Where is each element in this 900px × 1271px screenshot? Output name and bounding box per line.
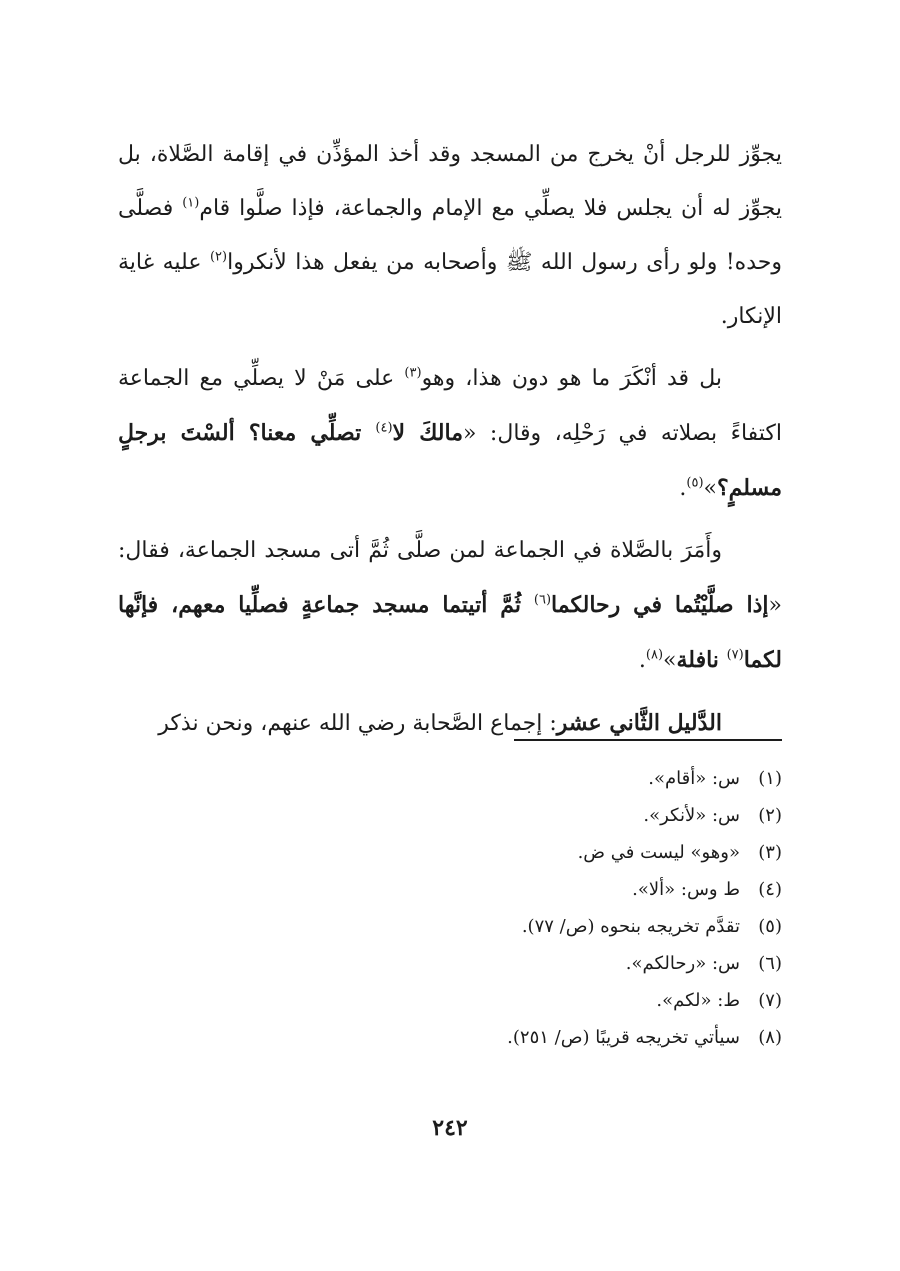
body-text: : إجماع الصَّحابة رضي الله عنهم، ونحن نذكر (158, 711, 557, 736)
emphasized-text: تصلِّي معنا؟ ألسْتَ برجلٍ مسلمٍ؟ (118, 420, 782, 501)
body-text: » (663, 648, 677, 673)
emphasized-text: الدَّليل الثَّاني عشر (556, 710, 722, 736)
footnote-number: (٣) (758, 842, 782, 863)
footnote-item (362, 834, 782, 871)
footnote-reference: (٨) (645, 647, 664, 663)
footnote-text: س: «رحالكم». (625, 953, 740, 974)
footnote-number: (٥) (758, 916, 782, 937)
body-text: فصلَّى وحده! ولو رأى رسول الله ﷺ وأصحابه من يفعل هذا لأنكروا (118, 196, 782, 275)
footnote-item (362, 1019, 782, 1056)
body-text: . (638, 648, 646, 673)
paragraph (118, 524, 782, 688)
footnote-reference: (١) (182, 195, 200, 211)
footnote-reference: (٦) (533, 592, 552, 608)
footnote-number: (١) (758, 768, 782, 789)
footnote-number: (٢) (758, 805, 782, 826)
footnote-text: تقدَّم تخريجه بنحوه (ص/ ٧٧). (521, 916, 740, 937)
body-text: . (679, 476, 687, 501)
footnote-text: سيأتي تخريجه قريبًا (ص/ ٢٥١). (507, 1027, 740, 1048)
footnote-item (362, 982, 782, 1019)
footnote-text: «وهو» ليست في ض. (577, 842, 740, 863)
main-text (118, 128, 782, 759)
paragraph (118, 128, 782, 344)
body-text: عليه غاية الإنكار. (118, 250, 782, 329)
footnotes-list (362, 760, 782, 1056)
footnote-number: (٤) (758, 879, 782, 900)
paragraph (118, 696, 782, 751)
footnote-reference: (٢) (209, 249, 228, 265)
footnote-divider (514, 739, 782, 741)
body-text: بل قد أنْكَرَ ما هو دون هذا، وهو (421, 366, 722, 391)
emphasized-text: نافلة (676, 647, 727, 673)
body-text: » (703, 476, 717, 501)
footnote-text: س: «لأنكر». (643, 805, 740, 826)
footnote-item (362, 945, 782, 982)
emphasized-text: ثُمَّ أتيتما مسجد جماعةٍ فصلِّيا معهم، فإنَّها لكما (118, 592, 782, 673)
body-text: يجوِّز للرجل أنْ يخرج من المسجد وقد أخذ المؤذِّن في إقامة الصَّلاة، بل يجوِّز له أن يجلس فلا يصلِّي مع الإمام والجماعة، فإذا صلَّوا قام (118, 142, 782, 221)
footnote-item (362, 797, 782, 834)
footnote-number: (٦) (758, 953, 782, 974)
footnote-number: (٧) (758, 990, 782, 1011)
footnote-item (362, 871, 782, 908)
footnote-reference: (٥) (686, 475, 704, 491)
page-number: ٢٤٢ (432, 1115, 468, 1141)
footnote-text: س: «أقام». (648, 768, 740, 789)
footnote-reference: (٣) (404, 365, 422, 381)
paragraph (118, 352, 782, 516)
body-text: على مَنْ لا يصلِّي مع الجماعة اكتفاءً بصلاته في رَحْلِه، وقال: « (118, 366, 782, 446)
emphasized-text: مالكَ لا (392, 420, 463, 446)
body-text: وأَمَرَ بالصَّلاة في الجماعة لمن صلَّى ثُمَّ أتى مسجد الجماعة، فقال: « (118, 538, 783, 618)
emphasized-text: إذا صلَّيْتُما في رحالكما (551, 592, 769, 618)
footnote-text: ط وس: «ألا». (632, 879, 740, 900)
footnote-item (362, 760, 782, 797)
footnote-number: (٨) (758, 1027, 782, 1048)
footnote-item (362, 908, 782, 945)
footnote-reference: (٧) (726, 647, 744, 663)
footnote-reference: (٤) (375, 420, 393, 436)
footnote-text: ط: «لكم». (656, 990, 740, 1011)
